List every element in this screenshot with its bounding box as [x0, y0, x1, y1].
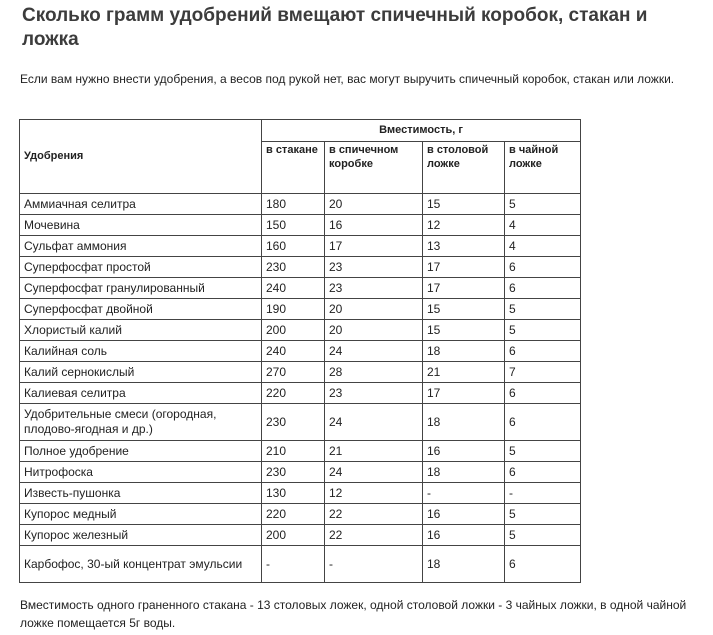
table-row	[20, 299, 581, 320]
table-row	[20, 194, 581, 215]
column-header-glass: в стакане	[262, 142, 325, 194]
cell-tablespoon: 21	[423, 362, 505, 383]
cell-teaspoon: 5	[505, 525, 581, 546]
cell-matchbox: 22	[325, 504, 423, 525]
fertilizer-capacity-table	[19, 119, 581, 583]
cell-teaspoon: -	[505, 483, 581, 504]
cell-glass: 180	[262, 194, 325, 215]
cell-fertilizer-name: Калий сернокислый	[20, 362, 262, 383]
cell-matchbox: 28	[325, 362, 423, 383]
table-header	[20, 120, 581, 194]
cell-matchbox: -	[325, 546, 423, 583]
cell-teaspoon: 5	[505, 441, 581, 462]
cell-teaspoon: 5	[505, 194, 581, 215]
cell-teaspoon: 6	[505, 404, 581, 441]
table-row	[20, 215, 581, 236]
cell-matchbox: 23	[325, 278, 423, 299]
cell-fertilizer-name: Суперфосфат двойной	[20, 299, 262, 320]
table-row	[20, 504, 581, 525]
cell-tablespoon: 17	[423, 278, 505, 299]
cell-glass: 230	[262, 257, 325, 278]
column-header-teaspoon: в чайной ложке	[505, 142, 581, 194]
cell-glass: 240	[262, 341, 325, 362]
table-row	[20, 441, 581, 462]
cell-teaspoon: 6	[505, 257, 581, 278]
table-row	[20, 525, 581, 546]
table-row	[20, 462, 581, 483]
intro-paragraph: Если вам нужно внести удобрения, а весов под рукой нет, вас могут выручить спичечный коробок, стакан или ложки.	[20, 72, 675, 86]
cell-tablespoon: -	[423, 483, 505, 504]
cell-glass: 190	[262, 299, 325, 320]
cell-matchbox: 22	[325, 525, 423, 546]
table-body	[20, 194, 581, 583]
cell-tablespoon: 15	[423, 320, 505, 341]
cell-teaspoon: 5	[505, 320, 581, 341]
cell-glass: 160	[262, 236, 325, 257]
table-row	[20, 383, 581, 404]
cell-glass: 210	[262, 441, 325, 462]
cell-tablespoon: 15	[423, 299, 505, 320]
cell-fertilizer-name: Аммиачная селитра	[20, 194, 262, 215]
cell-tablespoon: 17	[423, 257, 505, 278]
cell-tablespoon: 18	[423, 462, 505, 483]
cell-matchbox: 23	[325, 383, 423, 404]
cell-teaspoon: 6	[505, 278, 581, 299]
cell-teaspoon: 6	[505, 341, 581, 362]
cell-fertilizer-name: Хлористый калий	[20, 320, 262, 341]
cell-teaspoon: 7	[505, 362, 581, 383]
cell-matchbox: 24	[325, 404, 423, 441]
cell-teaspoon: 6	[505, 462, 581, 483]
cell-teaspoon: 5	[505, 299, 581, 320]
table-row	[20, 278, 581, 299]
page-title: Сколько грамм удобрений вмещают спичечный коробок, стакан и ложка	[22, 5, 648, 50]
cell-glass: 230	[262, 404, 325, 441]
table-row	[20, 320, 581, 341]
cell-glass: -	[262, 546, 325, 583]
cell-glass: 200	[262, 320, 325, 341]
cell-matchbox: 20	[325, 194, 423, 215]
cell-glass: 200	[262, 525, 325, 546]
cell-fertilizer-name: Купорос медный	[20, 504, 262, 525]
cell-teaspoon: 6	[505, 383, 581, 404]
cell-glass: 270	[262, 362, 325, 383]
cell-fertilizer-name: Калиевая селитра	[20, 383, 262, 404]
cell-matchbox: 16	[325, 215, 423, 236]
cell-matchbox: 23	[325, 257, 423, 278]
column-header-capacity: Вместимость, г	[262, 120, 581, 142]
cell-fertilizer-name: Калийная соль	[20, 341, 262, 362]
cell-matchbox: 17	[325, 236, 423, 257]
cell-tablespoon: 18	[423, 404, 505, 441]
table-row	[20, 546, 581, 583]
cell-matchbox: 24	[325, 462, 423, 483]
cell-glass: 220	[262, 504, 325, 525]
cell-glass: 150	[262, 215, 325, 236]
cell-glass: 130	[262, 483, 325, 504]
cell-fertilizer-name: Суперфосфат простой	[20, 257, 262, 278]
column-header-tablespoon: в столовой ложке	[423, 142, 505, 194]
cell-fertilizer-name: Карбофос, 30-ый концентрат эмульсии	[20, 546, 262, 583]
cell-fertilizer-name: Суперфосфат гранулированный	[20, 278, 262, 299]
cell-glass: 220	[262, 383, 325, 404]
cell-tablespoon: 16	[423, 441, 505, 462]
cell-glass: 230	[262, 462, 325, 483]
table-row	[20, 362, 581, 383]
table-row	[20, 341, 581, 362]
cell-teaspoon: 4	[505, 215, 581, 236]
cell-tablespoon: 16	[423, 525, 505, 546]
cell-matchbox: 24	[325, 341, 423, 362]
cell-matchbox: 12	[325, 483, 423, 504]
cell-matchbox: 21	[325, 441, 423, 462]
cell-teaspoon: 5	[505, 504, 581, 525]
header-row-top	[20, 120, 581, 142]
cell-matchbox: 20	[325, 299, 423, 320]
cell-tablespoon: 16	[423, 504, 505, 525]
cell-fertilizer-name: Удобрительные смеси (огородная, плодово-ягодная и др.)	[20, 404, 262, 441]
cell-fertilizer-name: Нитрофоска	[20, 462, 262, 483]
column-header-fertilizer: Удобрения	[20, 120, 262, 194]
table-row	[20, 257, 581, 278]
cell-fertilizer-name: Купорос железный	[20, 525, 262, 546]
footer-note: Вместимость одного граненного стакана - 13 столовых ложек, одной столовой ложки - 3 чайных ложки, в одной чайной ложке помещается 5г воды.	[20, 598, 687, 630]
cell-tablespoon: 12	[423, 215, 505, 236]
cell-tablespoon: 18	[423, 341, 505, 362]
cell-tablespoon: 15	[423, 194, 505, 215]
cell-teaspoon: 4	[505, 236, 581, 257]
table-row	[20, 236, 581, 257]
cell-tablespoon: 13	[423, 236, 505, 257]
cell-teaspoon: 6	[505, 546, 581, 583]
column-header-matchbox: в спичечном коробке	[325, 142, 423, 194]
cell-tablespoon: 18	[423, 546, 505, 583]
table-row	[20, 483, 581, 504]
cell-tablespoon: 17	[423, 383, 505, 404]
cell-glass: 240	[262, 278, 325, 299]
cell-fertilizer-name: Известь-пушонка	[20, 483, 262, 504]
cell-fertilizer-name: Сульфат аммония	[20, 236, 262, 257]
cell-matchbox: 20	[325, 320, 423, 341]
cell-fertilizer-name: Мочевина	[20, 215, 262, 236]
cell-fertilizer-name: Полное удобрение	[20, 441, 262, 462]
table-row	[20, 404, 581, 441]
